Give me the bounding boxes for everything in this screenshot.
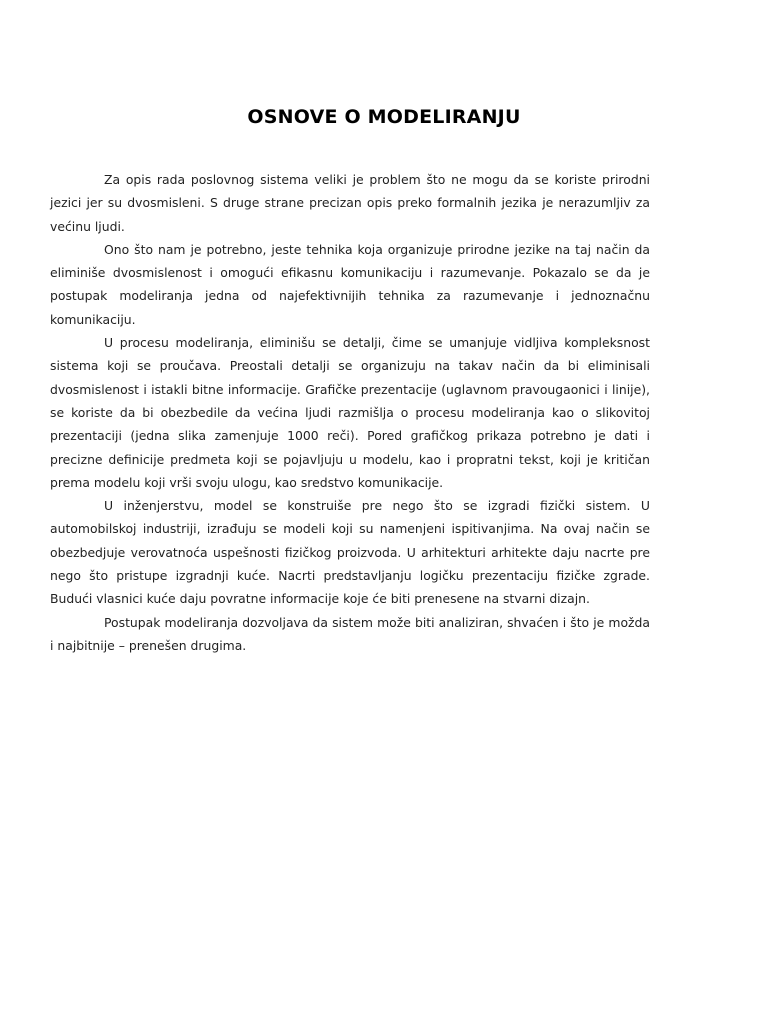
- document-title: OSNOVE O MODELIRANJU: [247, 106, 521, 128]
- paragraph-3: U procesu modeliranja, eliminišu se detalji, čime se umanjuje vidljiva kompleksnost sistema koji se proučava. Preostali detalji se organizuju na takav način da bi eliminisali dvosmislenost i istakli bitne informacije. Grafičke prezentacije (uglavnom pravougaonici i linije), se koriste da bi obezbedile da većina ljudi razmišlja o procesu modeliranja kao o slikovitoj prezentaciji (jedna slika zamenjuje 1000 reči). Pored grafičkog prikaza potrebno je dati i precizne definicije predmeta koji se pojavljuju u modelu, kao i propratni tekst, koji je kritičan prema modelu koji vrši svoju ulogu, kao sredstvo komunikacije.: [50, 335, 650, 490]
- paragraph-2: Ono što nam je potrebno, jeste tehnika koja organizuje prirodne jezike na taj način da eliminiše dvosmislenost i omogući efikasnu komunikaciju i razumevanje. Pokazalo se da je postupak modeliranja jedna od najefektivnijih tehnika za razumevanje i jednoznačnu komunikaciju.: [50, 241, 650, 327]
- document-body: [50, 168, 650, 657]
- paragraph-4: U inženjerstvu, model se konstruiše pre nego što se izgradi fizički sistem. U automobilskoj industriji, izrađuju se modeli koji su namenjeni ispitivanjima. Na ovaj način se obezbedjuje verovatnoća uspešnosti fizičkog proizvoda. U arhitekturi arhitekte daju nacrte pre nego što pristupe izgradnji kuće. Nacrti predstavljanju logičku prezentaciju fizičke zgrade. Budući vlasnici kuće daju povratne informacije koje će biti prenesene na stvarni dizajn.: [50, 498, 650, 607]
- paragraph-5: Postupak modeliranja dozvoljava da sistem može biti analiziran, shvaćen i što je možda i najbitnije – prenešen drugima.: [50, 614, 650, 653]
- paragraph-1: Za opis rada poslovnog sistema veliki je problem što ne mogu da se koriste prirodni jezici jer su dvosmisleni. S druge strane precizan opis preko formalnih jezika je nerazumljiv za većinu ljudi.: [50, 172, 650, 234]
